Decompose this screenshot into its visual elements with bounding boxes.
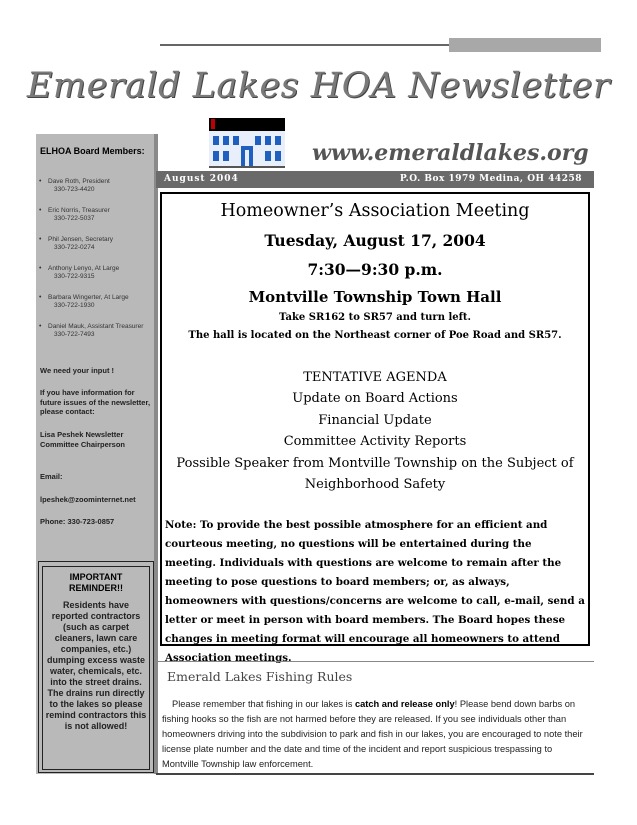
issue-date: August 2004	[164, 174, 239, 184]
board-members-heading: ELHOA Board Members:	[40, 146, 145, 156]
email-label: Email:	[40, 472, 63, 481]
reminder-body: Residents have reported contractors (such as carpet cleaners, lawn care companies, etc.) dumping excess waste water, chemicals, etc. into the street drains. The drains run directly to the lakes so please remind contractors this is not allowed!	[45, 600, 147, 731]
newsletter-info: If you have information for future issues of the newsletter, please contact:	[40, 388, 151, 416]
reminder-panel	[38, 561, 154, 773]
member-name: • Dave Roth, President	[48, 178, 110, 185]
reminder-title: IMPORTANT REMINDER!!	[69, 572, 123, 593]
list-item	[38, 236, 152, 252]
member-name: • Phil Jensen, Secretary	[48, 236, 114, 243]
fishing-rules-title: Emerald Lakes Fishing Rules	[167, 669, 353, 684]
meeting-note: Note: To provide the best possible atmosphere for an efficient and courteous meeting, no questions will be entertained during the meeting. Individuals with questions are welcome to remain after the meeting to pose questions to board members; or, as always, homeowners with questions/concerns are welcome to call, e-mail, send a letter or meet in person with board members. The Board hopes these changes in meeting format will encourage all homeowners to attend Association meetings.	[165, 519, 585, 664]
reminder-box	[42, 566, 150, 770]
header-accent-bar	[449, 38, 601, 52]
agenda-item: Update on Board Actions	[292, 391, 458, 406]
member-phone: 330-722-9315	[54, 273, 95, 280]
contact-phone: Phone: 330-723-0857	[40, 517, 115, 526]
list-item	[38, 265, 152, 281]
agenda-item: Possible Speaker from Montville Township on the Subject of	[176, 455, 574, 471]
newsletter-title: Emerald Lakes HOA Newsletter	[26, 66, 611, 106]
meeting-date: Tuesday, August 17, 2004	[264, 231, 486, 250]
member-phone: 330-722-1930	[54, 302, 95, 309]
member-name: • Anthony Lenyo, At Large	[48, 265, 120, 272]
directions-line-2: The hall is located on the Northeast corner of Poe Road and SR57.	[188, 330, 562, 341]
member-phone: 330-722-0274	[54, 244, 95, 251]
agenda-item: Financial Update	[318, 412, 432, 428]
fishing-rules-text	[162, 697, 587, 772]
po-box-address: P.O. Box 1979 Medina, OH 44258	[399, 174, 582, 184]
contact-email[interactable]: lpeshek@zoominternet.net	[40, 495, 136, 504]
fishing-rules-section	[156, 661, 594, 775]
member-phone: 330-723-4420	[54, 186, 95, 193]
agenda-item: Committee Activity Reports	[283, 434, 467, 449]
fishing-text-emphasis: catch and release only	[354, 699, 455, 709]
input-request: We need your input !	[40, 366, 115, 375]
agenda-title: TENTATIVE AGENDA	[303, 370, 447, 385]
list-item	[38, 323, 152, 339]
member-name: • Daniel Mauk, Assistant Treasurer	[48, 323, 144, 330]
meeting-title: Homeowner’s Association Meeting	[220, 201, 530, 221]
member-name: • Eric Norris, Treasurer	[48, 207, 110, 214]
meeting-place: Montville Township Town Hall	[248, 288, 502, 306]
website-url[interactable]: www.emeraldlakes.org	[312, 140, 589, 166]
meeting-time: 7:30—9:30 p.m.	[307, 260, 443, 279]
agenda-item: Neighborhood Safety	[304, 477, 446, 492]
issue-info-bar	[156, 171, 594, 188]
board-members-list	[38, 178, 152, 352]
fishing-text-start: Please remember that fishing in our lakes is	[172, 699, 355, 709]
list-item	[38, 178, 152, 194]
fishing-text-end: ! Please bend down barbs on fishing hooks so the fish are not harmed before they are released. If you see individuals other than homeowners driving into the subdivision to park and fish in our lakes, you are encouraged to note their license plate number and the date and time of the incident and report suspicious trespassing to Montville Township law enforcement.	[162, 699, 583, 769]
meeting-announcement	[160, 192, 590, 664]
house-icon	[209, 118, 285, 168]
list-item	[38, 207, 152, 223]
newsletter-contact: Lisa Peshek Newsletter Committee Chairperson	[40, 430, 126, 449]
member-phone: 330-722-5037	[54, 215, 95, 222]
member-name: • Barbara Wingerter, At Large	[48, 294, 129, 301]
agenda-list	[162, 388, 588, 496]
directions-line-1: Take SR162 to SR57 and turn left.	[278, 312, 472, 323]
list-item	[38, 294, 152, 310]
member-phone: 330-722-7493	[54, 331, 95, 338]
